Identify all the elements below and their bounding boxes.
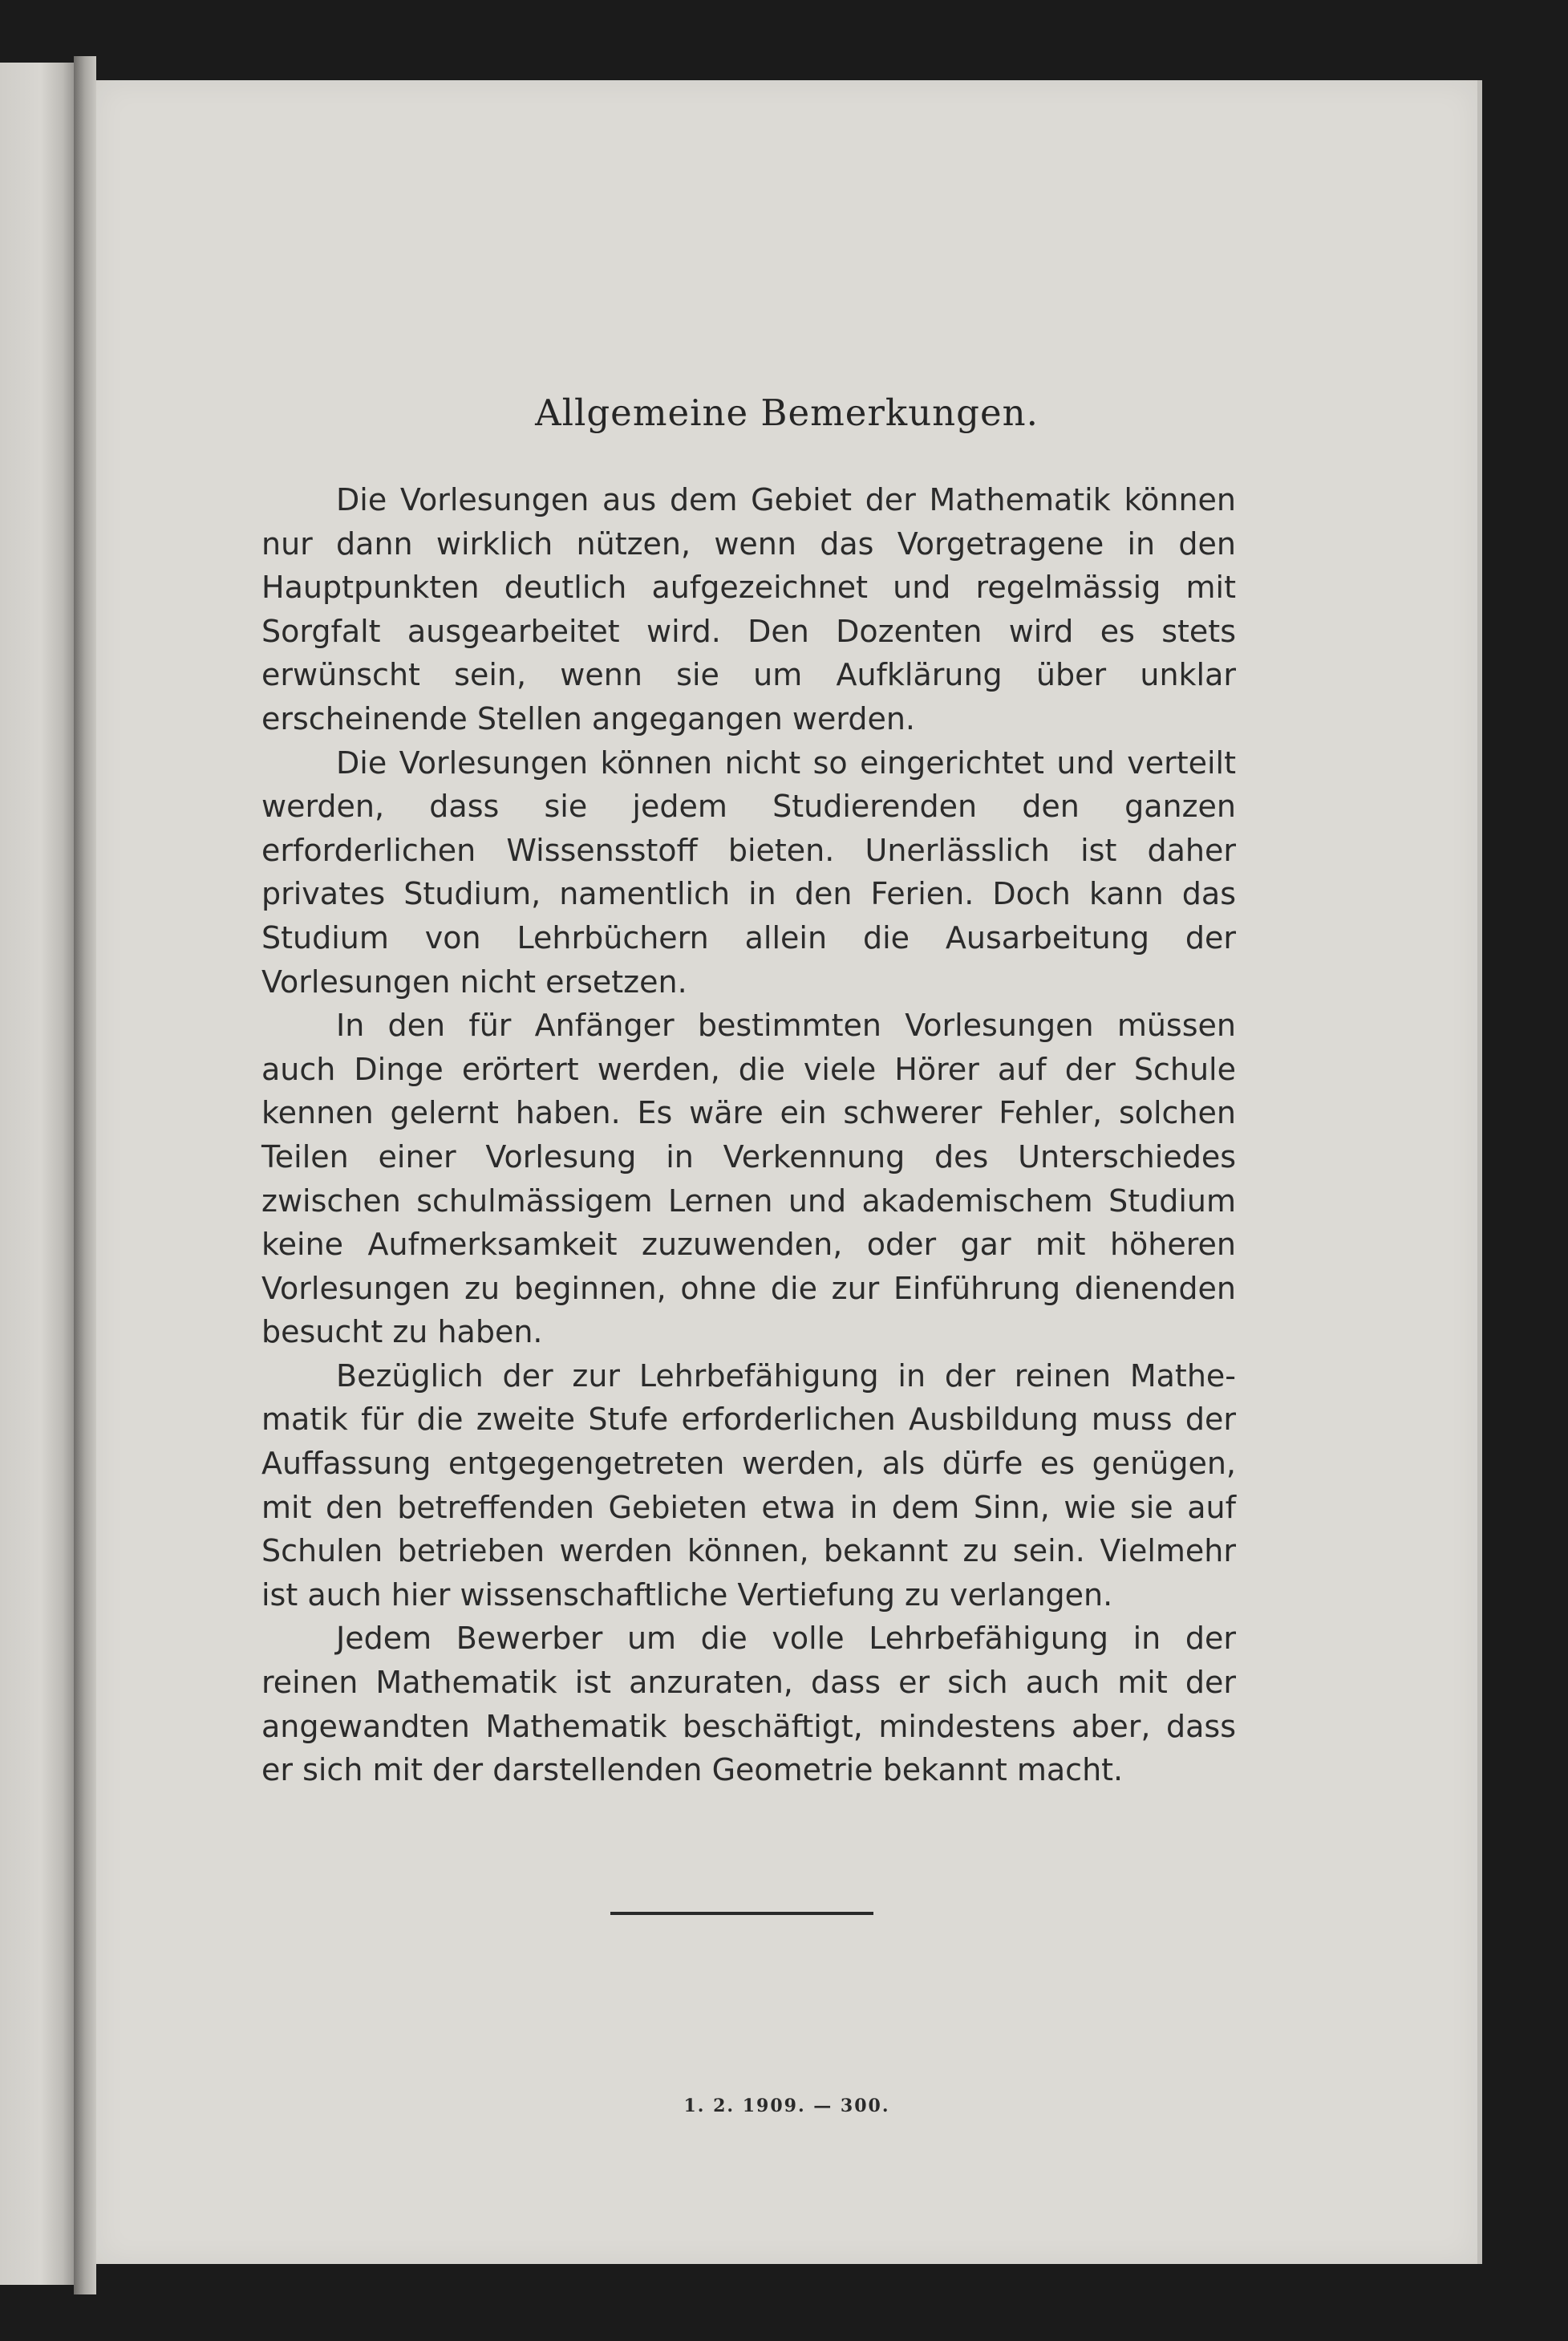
paragraph-5: Jedem Bewerber um die volle Lehrbefähigung in der reinen Mathematik ist anzuraten, dass er sich auch mit der angewandten Mathematik beschäftigt, mindestens aber, dass er sich mit der darstellenden Geometrie bekannt macht. xyxy=(261,1621,1236,1788)
book-gutter xyxy=(74,56,96,2294)
document-page xyxy=(96,80,1477,2264)
paragraph-2: Die Vorlesungen können nicht so eingerichtet und verteilt werden, dass sie jedem Studierenden den ganzen erforderlichen Wissensstoff bieten. Unerlässlich ist daher privates Studium, namentlich in den Ferien. Doch kann das Studium von Lehrbüchern allein die Ausarbeitung der Vorlesungen nicht ersetzen. xyxy=(261,744,1236,1000)
paragraph-3: In den für Anfänger bestimmten Vorlesungen müssen auch Dinge erörtert werden, die viele Hörer auf der Schule kennen gelernt haben. Es wäre ein schwerer Fehler, solchen Teilen einer Vorlesung in Verkennung des Unterschiedes zwischen schulmässigem Lernen und akademischem Studium keine Aufmerksamkeit zuzuwenden, oder gar mit höheren Vorlesungen zu beginnen, ohne die zur Einführung dienenden besucht zu haben. xyxy=(261,1008,1236,1350)
paragraph-4: Bezüglich der zur Lehrbefähigung in der reinen Mathematik für die zweite Stufe erforderlichen Ausbildung muss der Auffassung entgegengetreten werden, als dürfe es genügen, mit den betreffenden Gebieten etwa in dem Sinn, wie sie auf Schulen betrieben werden können, bekannt zu sein. Vielmehr ist auch hier wissenschaftliche Vertiefung zu verlangen. xyxy=(261,1357,1236,1613)
page-title: Allgemeine Bemerkungen. xyxy=(535,392,1039,434)
paragraph-1: Die Vorlesungen aus dem Gebiet der Mathematik können nur dann wirklich nützen, wenn das Vorgetragene in den Hauptpunkten deutlich aufgezeichnet und regelmässig mit Sorgfalt ausgearbeitet wird. Den Dozenten wird es stets erwünscht sein, wenn sie um Aufklärung über unklar erscheinende Stellen angegangen werden. xyxy=(261,482,1236,736)
section-divider xyxy=(610,1912,873,1915)
page-right-edge xyxy=(1477,80,1482,2264)
previous-page-edge xyxy=(0,63,74,2285)
print-date-footer: 1. 2. 1909. — 300. xyxy=(683,2096,890,2116)
body-text xyxy=(261,478,1236,1792)
